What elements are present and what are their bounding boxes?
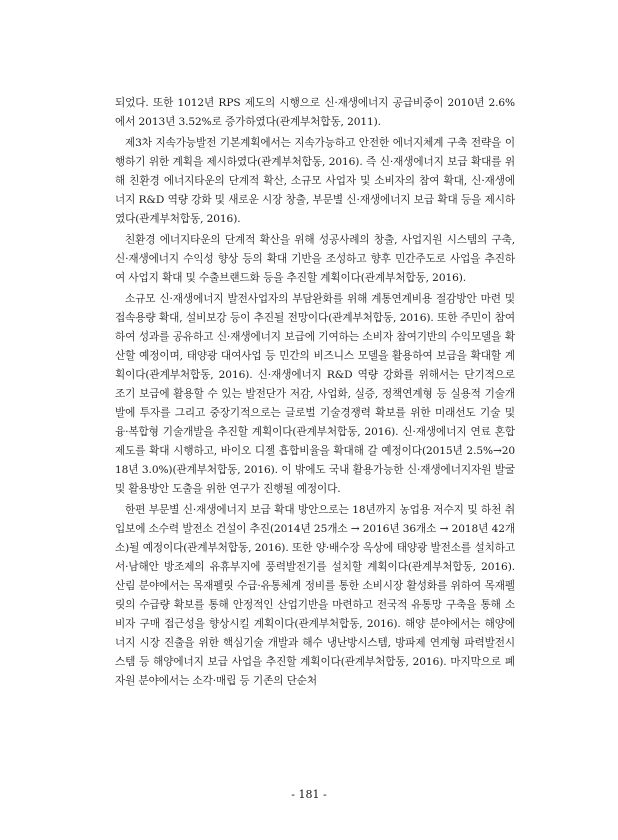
paragraph-small-producers: 소규모 신·재생에너지 발전사업자의 부담완화를 위해 계통연계비용 절감방안 마련 및 접속용량 확대, 설비보강 등이 추진될 전망이다(관계부처합동, 2016). 또한 주민이 참여하여 성과를 공유하고 신·재생에너지 보급에 기여하는 소비자 참여기반의 수익모델을 확산할 예정이며, 태양광 대여사업 등 민간의 비즈니스 모델을 활용하여 보급을 확대할 계획이다(관계부처합동, 2016). 신·재생에너지 R&D 역량 강화를 위해서는 단기적으로 조기 보급에 활용할 수 있는 발전단가 저감, 사업화, 실증, 정책연계형 등 실용적 기술개발에 투자를 그리고 중장기적으로는 글로벌 기술경쟁력 확보를 위한 미래선도 기술 및 융·복합형 기술개발을 추진할 계획이다(관계부처합동, 2016). 신·재생에너지 연료 혼합제도를 확대 시행하고, 바이오 디젤 흡합비율을 확대해 갈 예정이다(2015년 2.5%→2018년 3.0%)(관계부처합동, 2016). 이 밖에도 국내 활용가능한 신·재생에너지자원 발굴 및 활용방안 도출을 위한 연구가 진행될 예정이다. xyxy=(115,293,515,495)
paragraph-continuation: 되었다. 또한 1012년 RPS 제도의 시행으로 신·재생에너지 공급비중이 2010년 2.6%에서 2013년 3.52%로 증가하였다(관계부처합동, 2011). xyxy=(115,97,515,128)
paragraph-energy-town: 친환경 에너지타운의 단계적 확산을 위해 성공사례의 창출, 사업지원 시스템의 구축, 신·재생에너지 수익성 향상 등의 확대 기반을 조성하고 향후 민간주도로 사업을 추진하여 사업지 확대 및 수출브랜드화 등을 추진할 계획이다(관계부처합동, 2016). xyxy=(115,234,515,284)
paragraph-sector-expansion: 한편 부문별 신·재생에너지 보급 확대 방안으로는 18년까지 농업용 저수지 및 하천 취입보에 소수력 발전소 건설이 추진(2014년 25개소 → 2016년 36개소 → 2018년 42개소)될 예정이다(관계부처합동, 2016). 또한 양·배수장 옥상에 태양광 발전소를 설치하고 서·남해안 방조제의 유휴부지에 풍력발전기를 설치할 계획이다(관계부처합동, 2016). 산림 분야에서는 목재펠릿 수급·유통체계 정비를 통한 소비시장 활성화를 위하여 목재펠릿의 수급량 확보를 통해 안정적인 산업기반을 마련하고 전국적 유통망 구축을 통해 소비자 구매 접근성을 향상시킬 계획이다(관계부처합동, 2016). 해양 분야에서는 해양에너지 시장 진출을 위한 핵심기술 개발과 해수 냉난방시스템, 방파제 연계형 파력발전시스템 등 해양에너지 보급 사업을 추진할 계획이다(관계부처합동, 2016). 마지막으로 폐자원 분야에서는 소각·매립 등 기존의 단순처 xyxy=(115,504,515,687)
paragraph-sustainable-plan: 제3차 지속가능발전 기본계획에서는 지속가능하고 안전한 에너지체계 구축 전략을 이행하기 위한 계획을 제시하였다(관계부처합동, 2016). 즉 신·재생에너지 보급 확대를 위해 친환경 에너지타운의 단계적 확산, 소규모 사업자 및 소비자의 참여 확대, 신·재생에너지 R&D 역량 강화 및 새로운 시장 창출, 부문별 신·재생에너지 보급 확대 등을 제시하였다(관계부처합동, 2016). xyxy=(115,137,515,225)
page-number: - 181 - xyxy=(291,788,327,801)
body-text xyxy=(115,94,515,691)
